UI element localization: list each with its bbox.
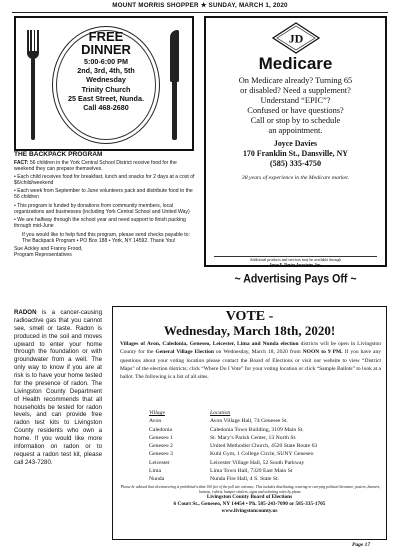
header-rule [12,12,388,13]
table-row: Nunda Nunda Fire Hall, 4 S. State St. [149,476,280,483]
board-of-elections: Livingston County Board of Elections 6 Court St., Geneseo, NY 14454 • Ph. 585-243-7090 or 585-335-1705 www.livingstoncounty.us [173,494,326,515]
medicare-body: On Medicare already? Turning 65 or disabled? Need a supplement? Understand “EPIC”? Confused or have questions? Call or stop by to schedule an appointment. [238,76,353,135]
table-row: Lima Lima Town Hall, 7329 East Main St [149,468,293,475]
dinner-text [52,30,160,112]
medicare-experience: 38 years of experience in the Medicare market. [241,175,350,181]
medicare-contact [206,139,385,158]
backpack-program [14,152,196,258]
dinner-weeks: 2nd, 3rd, 4th, 5th [77,66,135,76]
medicare-title: Medicare [258,54,333,73]
vote-notice [112,306,387,540]
dinner-time: 5:00-6:00 PM [84,57,128,66]
knife-icon [168,30,180,140]
backpack-help: If you would like to help fund this program, please send checks payable to: The Backpack Program • PO Box 188 • York, NY 14592. Thank You! [22,231,190,244]
advertising-pays-off: ~ Advertising Pays Off ~ [234,272,357,286]
dinner-church: Trinity Church [81,84,131,94]
backpack-bullet: • This program is funded by donations from community members, local organizations and businesses (including York Central School and United Way) [14,202,190,215]
backpack-bullet: • We are halfway through the school year and need support to finish packing through mid-June [14,217,186,230]
vote-title: VOTE - [225,309,274,324]
page-number: Page 17 [352,542,371,548]
polling-sites-table [149,409,317,484]
dinner-day: Wednesday [86,75,126,85]
free-dinner-ad [14,16,194,151]
medicare-ad [204,16,387,267]
electioneering-notice: Please be advised that electioneering is prohibited within 100 feet of the poll site entrance. This includes distributing, wearing or carrying political literature, posters, banners, buttons, t-shirts, bumper stickers, signs and soliciting votes by phone. [120,485,381,494]
medicare-name: Joyce Davies [273,139,318,148]
page-header: MOUNT MORRIS SHOPPER ★ SUNDAY, MARCH 1, 2020 [112,2,288,9]
backpack-heading: THE BACKPACK PROGRAM [14,151,103,158]
radon-label: RADON [14,309,37,316]
medicare-address: 170 Franklin St., Dansville, NY [242,148,348,158]
medicare-logo [272,22,320,54]
dinner-phone: Call 468-2680 [83,103,129,113]
dinner-heading: DINNER [81,42,131,57]
backpack-bullet: • Each week from September to June volunteers pack and distribute food to the 56 children [14,188,193,201]
backpack-signature-title: Program Representatives [14,252,72,259]
vote-paragraph: Villages of Avon, Caledonia, Geneseo, Leicester, Lima and Nunda election districts will be open in Livingston County for the General Village Election on Wednesday, March 18, 2020 from NOON to 9 PM. If you have any questions about your voting location please contact the Board of Elections or visit our website to view “District Maps” of the election districts; click “Where Do I Vote” for your voting location or click “Sample Ballots” to look at a ballot. The following is a list of all sites. [120,341,382,381]
table-row: Caledonia Caledonia Town Building, 3109 Main St. [149,426,304,433]
backpack-fact: FACT: 56 children in the York Central School District receive food for the weekend they can prepare themselves. [14,159,177,172]
medicare-logo-text: JD [288,31,304,46]
table-row: Geneseo 3 Kuhl Gym, 1 College Circle, SUNY Geneseo [149,451,314,458]
table-row: Geneseo 2 United Methodist Church, 4520 State Route 63 [149,443,318,450]
vote-date: Wednesday, March 18th, 2020! [163,323,336,338]
radon-notice [14,309,102,467]
medicare-rule [214,256,377,257]
backpack-signature: Sue Ackley and Franny Frood, [14,245,83,252]
dinner-free: FREE [88,29,124,44]
medicare-disclaimer: Additional products and services may be available through Joyce E. Davies Associates, Inc. [249,258,342,267]
col-village: Village [149,410,166,416]
col-location: Location [210,410,231,416]
dinner-address: 25 East Street, Nunda. [68,93,144,103]
table-row: Leicester Leicester Village Hall, 52 South Parkway [149,459,305,466]
radon-text: is a cancer-causing radioactive gas that you cannot see, smell or taste. Radon is produced in the soil and moves upward to enter your home through the foundation or with groundwater from a well. The only way to know if you are at risk is to have your home tested for the presence of radon. The Livingston County Department of Health recommends that all households be tested for radon levels, and can provide free radon test kits to Livingston County residents who own a home. If you would like more information on radon or to request a radon test kit, please call 243-7280. [14,309,102,466]
fork-icon [27,30,39,140]
table-header [149,409,317,417]
table-row: Avon Avon Village Hall, 74 Genesee St. [149,418,288,425]
table-row: Geneseo 1 St. Mary’s Parish Center, 13 North St. [149,434,297,441]
medicare-phone: (585) 335-4750 [269,159,322,168]
backpack-bullet: • Each child receives food for breakfast, lunch and snacks for 2 days at a cost of $6/child/weekend [14,174,195,187]
